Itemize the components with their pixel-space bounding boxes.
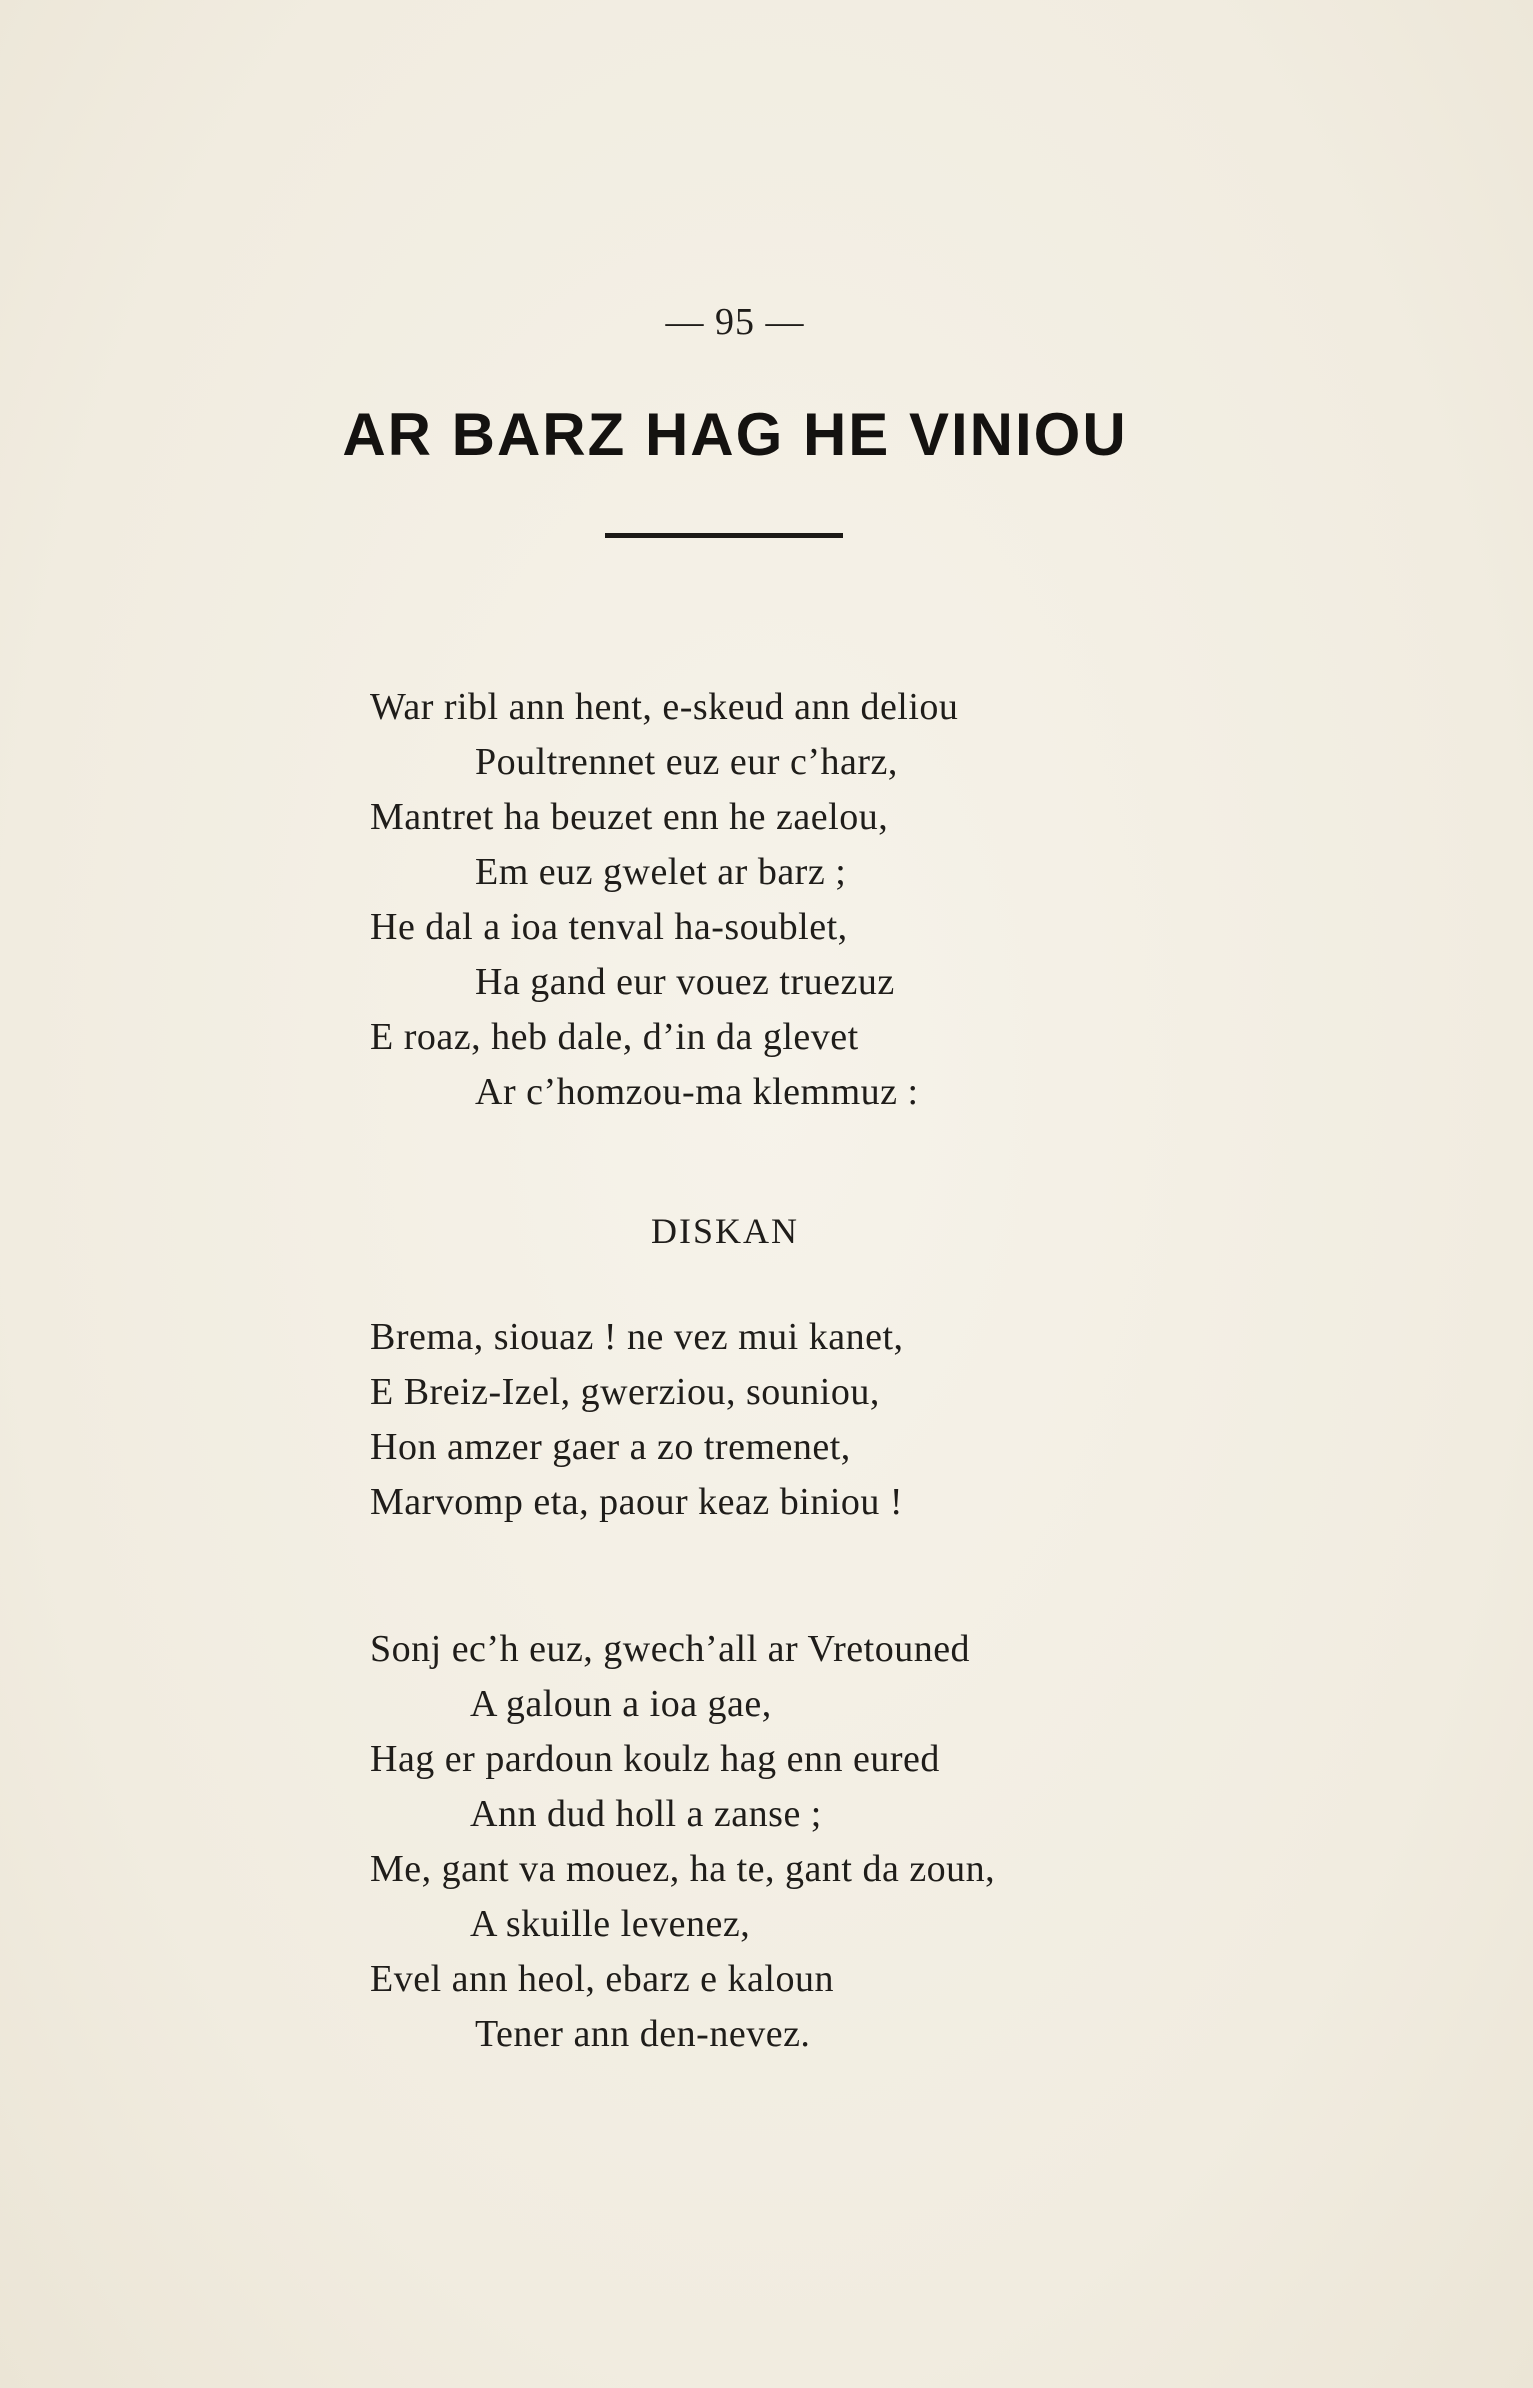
verse-line: Evel ann heol, ebarz e kaloun: [370, 1958, 834, 2000]
verse-line: Hon amzer gaer a zo tremenet,: [370, 1426, 851, 1468]
verse-line: He dal a ioa tenval ha-soublet,: [370, 906, 848, 948]
verse-line: Ar c’homzou-ma klemmuz :: [475, 1071, 919, 1113]
verse-line: Brema, siouaz ! ne vez mui kanet,: [370, 1316, 904, 1358]
verse-line: Me, gant va mouez, ha te, gant da zoun,: [370, 1848, 996, 1890]
title-divider: [605, 533, 843, 538]
verse-line: Ha gand eur vouez truezuz: [475, 961, 895, 1003]
poem-title: AR BARZ HAG HE VINIOU: [342, 401, 1128, 468]
page-number: — 95 —: [665, 301, 805, 343]
verse-line: War ribl ann hent, e-skeud ann deliou: [370, 686, 959, 728]
verse-line: E Breiz-Izel, gwerziou, souniou,: [370, 1371, 880, 1413]
verse-line: Tener ann den-nevez.: [475, 2013, 811, 2055]
verse-line: Ann dud holl a zanse ;: [470, 1793, 822, 1835]
verse-line: Hag er pardoun koulz hag enn eured: [370, 1738, 940, 1780]
verse-line: Marvomp eta, paour keaz biniou !: [370, 1481, 904, 1523]
verse-line: Sonj ec’h euz, gwech’all ar Vretouned: [370, 1628, 971, 1670]
refrain-heading: DISKAN: [650, 1211, 799, 1251]
verse-line: Em euz gwelet ar barz ;: [475, 851, 847, 893]
verse-line: A skuille levenez,: [470, 1903, 751, 1945]
verse-line: Mantret ha beuzet enn he zaelou,: [370, 796, 889, 838]
verse-line: Poultrennet euz eur c’harz,: [475, 741, 898, 783]
verse-line: A galoun a ioa gae,: [470, 1683, 772, 1725]
verse-line: E roaz, heb dale, d’in da glevet: [370, 1016, 859, 1058]
